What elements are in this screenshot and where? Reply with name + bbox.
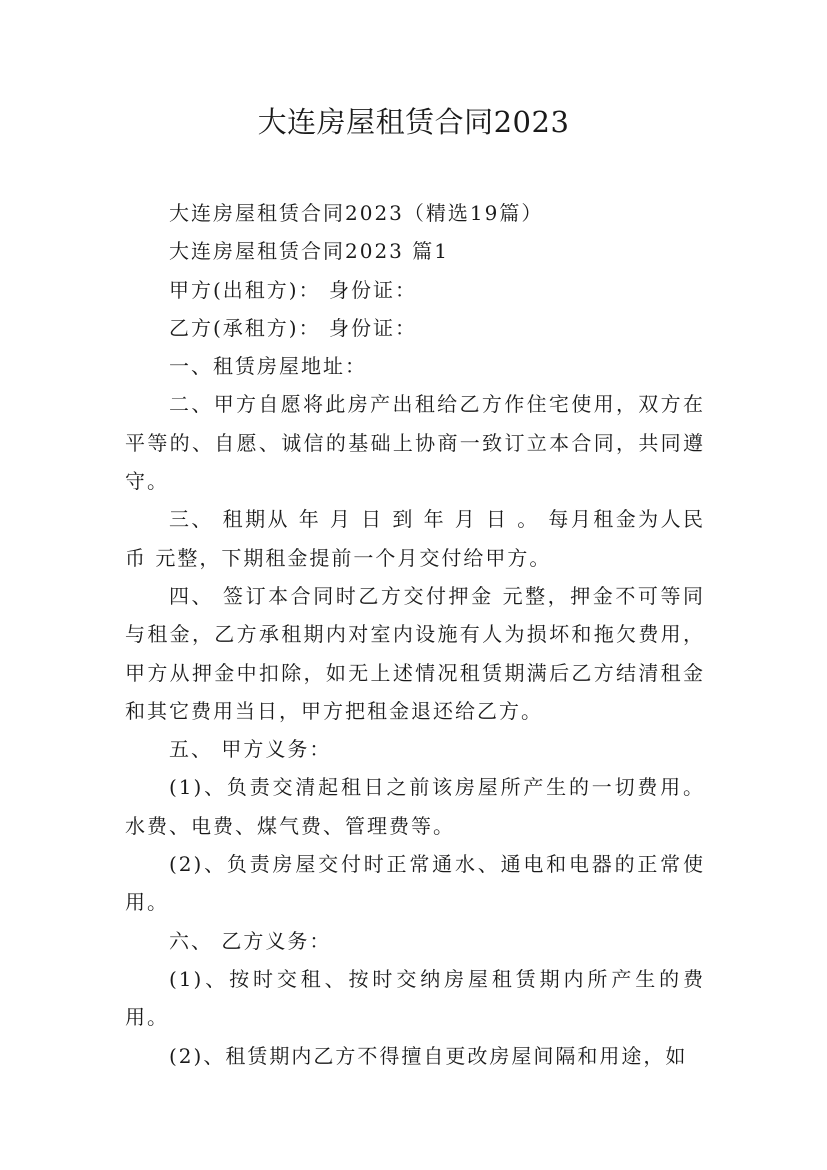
paragraph-clause-5-item-2: (2)、负责房屋交付时正常通水、通电和电器的正常使用。 (125, 852, 705, 915)
paragraph-clause-6-item-2: (2)、租赁期内乙方不得擅自更改房屋间隔和用途，如 (169, 1043, 688, 1068)
document-title: 大连房屋租赁合同2023 (257, 105, 570, 139)
paragraph-subtitle: 大连房屋租赁合同2023（精选19篇） (169, 201, 544, 225)
paragraph-section-heading: 大连房屋租赁合同2023 篇1 (169, 239, 449, 264)
paragraph-clause-5-item-1: (1)、负责交清起租日之前该房屋所产生的一切费用。水费、电费、煤气费、管理费等。 (125, 775, 705, 838)
paragraph-clause-2: 二、甲方自愿将此房产出租给乙方作住宅使用，双方在平等的、自愿、诚信的基础上协商一致订立本合同，共同遵守。 (125, 392, 705, 494)
paragraph-party-a: 甲方(出租方)： 身份证： (169, 277, 417, 302)
paragraph-clause-3: 三、 租期从 年 月 日 到 年 月 日 。 每月租金为人民币 元整，下期租金提前一个月交付给甲方。 (125, 507, 705, 570)
paragraph-clause-6-item-1: (1)、按时交租、按时交纳房屋租赁期内所产生的费用。 (125, 966, 705, 1030)
paragraph-clause-4: 四、 签订本合同时乙方交付押金 元整，押金不可等同与租金，乙方承租期内对室内设施有人为损坏和拖欠费用，甲方从押金中扣除，如无上述情况租赁期满后乙方结清租金和其它费用当日，甲方把租金退还给乙方。 (125, 583, 705, 723)
paragraph-clause-1: 一、租赁房屋地址： (169, 354, 367, 379)
paragraph-party-b: 乙方(承租方)： 身份证： (169, 315, 417, 340)
paragraph-clause-5: 五、 甲方义务： (169, 737, 332, 762)
paragraph-clause-6: 六、 乙方义务： (169, 928, 332, 953)
document-body (125, 194, 705, 1075)
